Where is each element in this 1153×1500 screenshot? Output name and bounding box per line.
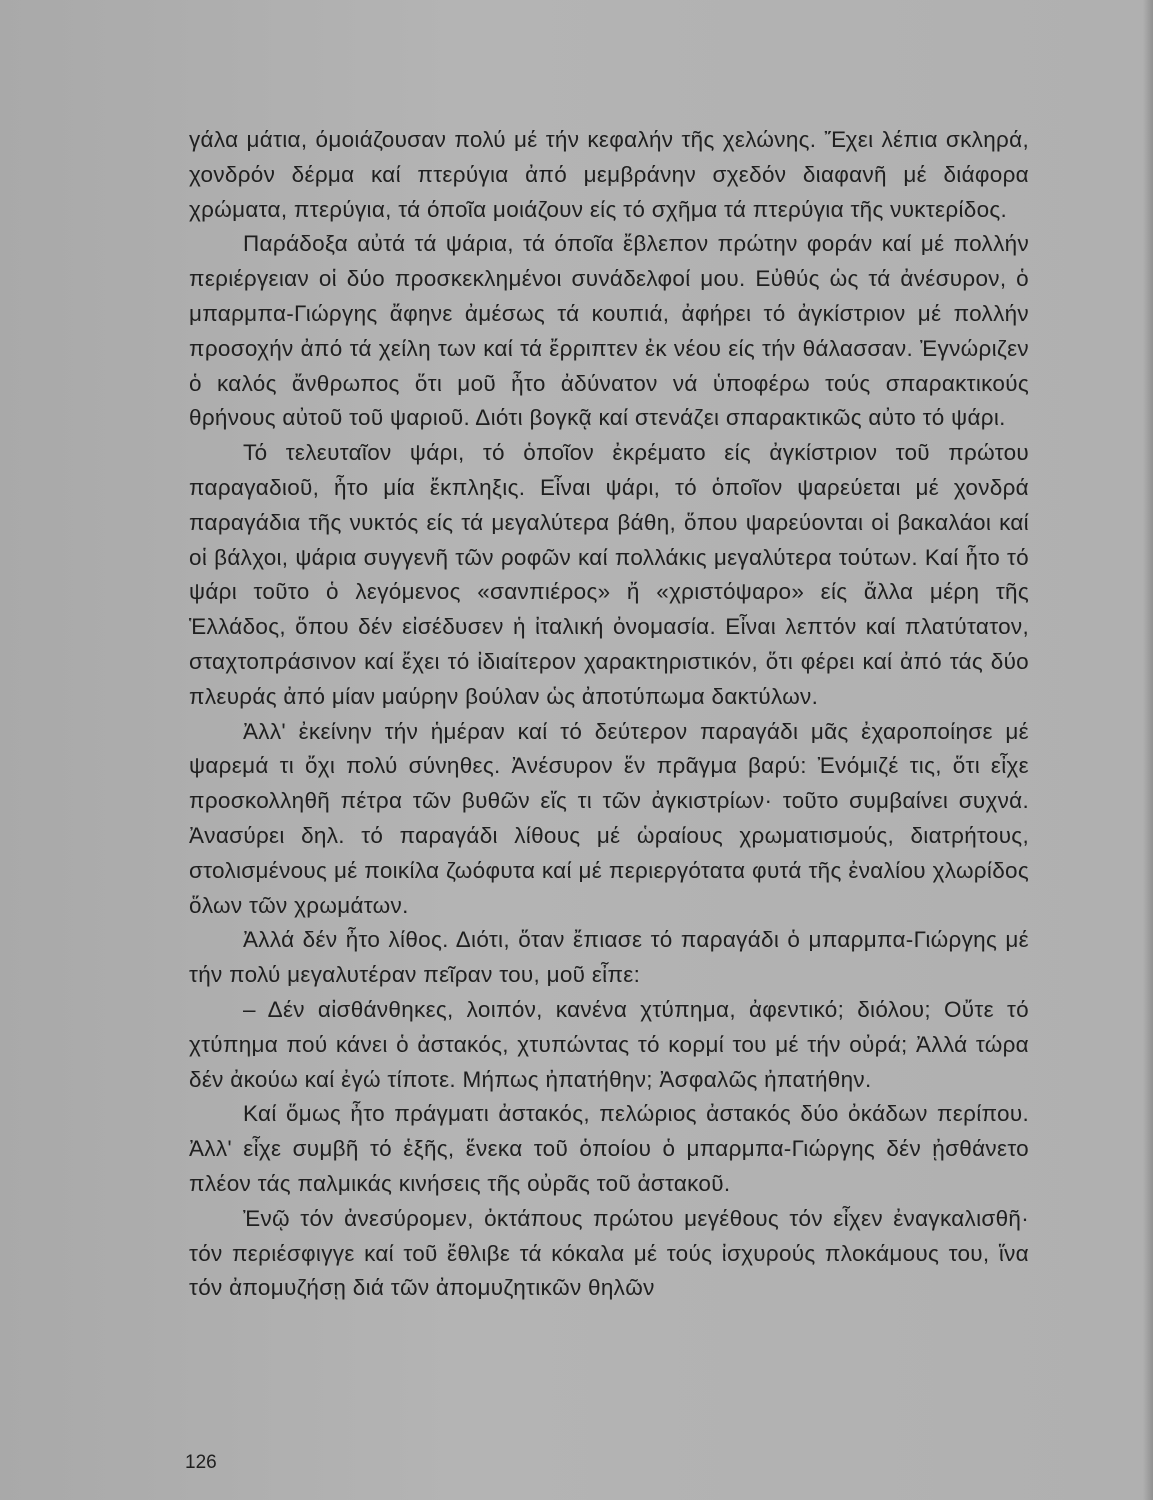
paragraph-3: Τό τελευταῖον ψάρι, τό ὁποῖον ἐκρέματο είς ἀγκίστριον τοῦ πρώτου παραγαδιοῦ, ἦτο μία ἔκπληξις. Εἶναι ψάρι, τό ὁποῖον ψαρεύεται μέ χονδρά παραγάδια τῆς νυκτός είς τά μεγαλύτερα βάθη, ὅπου ψαρεύονται οἱ βακαλάοι καί οἱ βάλχοι, ψάρια συγγενῆ τῶν ροφῶν καί πολλάκις μεγαλύτερα τούτων. Καί ἦτο τό ψάρι τοῦτο ὁ λεγόμενος «σανπιέρος» ἤ «χριστόψαρο» είς ἄλλα μέρη τῆς Ἑλλάδος, ὅπου δέν εἰσέδυσεν ἡ ἰταλική ὀνομασία. Εἶναι λεπτόν καί πλατύτατον, σταχτοπράσινον καί ἔχει τό ἰδιαίτερον χαρακτηριστικόν, ὅτι φέρει καί ἀπό τάς δύο πλευράς ἀπό μίαν μαύρην βούλαν ὡς ἀποτύπωμα δακτύλων. [189, 440, 1029, 709]
paragraph-4: Ἀλλ' ἐκείνην τήν ἡμέραν καί τό δεύτερον παραγάδι μᾶς ἐχαροποίησε μέ ψαρεμά τι ὄχι πολύ σύνηθες. Ἀνέσυρον ἕν πρᾶγμα βαρύ: Ἐνόμιζέ τις, ὅτι εἶχε προσκολληθῆ πέτρα τῶν βυθῶν εἴς τι τῶν ἀγκιστρίων· τοῦτο συμβαίνει συχνά. Ἀνασύρει δηλ. τό παραγάδι λίθους μέ ὡραίους χρωματισμούς, διατρήτους, στολισμένους μέ ποικίλα ζωόφυτα καί μέ περιεργότατα φυτά τῆς ἐναλίου χλωρίδος ὅλων τῶν χρωμάτων. [189, 718, 1029, 918]
page-edge-shadow [1143, 0, 1153, 1500]
page-number: 126 [185, 1452, 217, 1473]
paragraph-5: Ἀλλά δέν ἦτο λίθος. Διότι, ὅταν ἔπιασε τό παραγάδι ὁ μπαρμπα-Γιώργης μέ τήν πολύ μεγαλυτέραν πεῖραν του, μοῦ εἶπε: [189, 927, 1029, 988]
paragraph-1: γάλα μάτια, όμοιάζουσαν πολύ μέ τήν κεφαλήν τῆς χελώνης. Ἔχει λέπια σκληρά, χονδρόν δέρμα καί πτερύγια ἀπό μεμβράνην σχεδόν διαφανῆ μέ διάφορα χρώματα, πτερύγια, τά όποῖα μοιάζουν είς τό σχῆμα τά πτερύγια τῆς νυκτερίδος. [189, 127, 1029, 222]
paragraph-2: Παράδοξα αὐτά τά ψάρια, τά όποῖα ἔβλεπον πρώτην φοράν καί μέ πολλήν περιέργειαν οἱ δύο προσκεκλημένοι συνάδελφοί μου. Εὐθύς ὡς τά ἀνέσυρον, ὁ μπαρμπα-Γιώργης ἄφηνε ἀμέσως τά κουπιά, ἀφήρει τό ἀγκίστριον μέ πολλήν προσοχήν ἀπό τά χείλη των καί τά ἔρριπτεν ἐκ νέου είς τήν θάλασσαν. Ἐγνώριζεν ὁ καλός ἄνθρωπος ὅτι μοῦ ἦτο ἀδύνατον νά ὑποφέρω τούς σπαρακτικούς θρήνους αὐτοῦ τοῦ ψαριοῦ. Διότι βογκᾷ καί στενάζει σπαρακτικῶς αὐτο τό ψάρι. [189, 231, 1029, 431]
paragraph-8: Ἐνῷ τόν ἀνεσύρομεν, ὀκτάπους πρώτου μεγέθους τόν εἶχεν ἐναγκαλισθῆ· τόν περιέσφιγγε καί τοῦ ἔθλιβε τά κόκαλα μέ τούς ἰσχυρούς πλοκάμους του, ἵνα τόν ἀπομυζήσῃ διά τῶν ἀπομυζητικῶν θηλῶν [189, 1205, 1029, 1301]
body-text [189, 123, 1029, 1306]
paragraph-6: – Δέν αἰσθάνθηκες, λοιπόν, κανένα χτύπημα, ἀφεντικό; διόλου; Οὔτε τό χτύπημα πού κάνει ὁ ἀστακός, χτυπώντας τό κορμί του μέ τήν οὐρά; Ἀλλά τώρα δέν ἀκούω καί ἐγώ τίποτε. Μήπως ἠπατήθην; Ἀσφαλῶς ἠπατήθην. [189, 996, 1029, 1092]
paragraph-7: Καί ὅμως ἦτο πράγματι ἀστακός, πελώριος ἀστακός δύο ὀκάδων περίπου. Ἀλλ' εἶχε συμβῆ τό ἑξῆς, ἕνεκα τοῦ ὁποίου ὁ μπαρμπα-Γιώργης δέν ᾐσθάνετο πλέον τάς παλμικάς κινήσεις τῆς οὐρᾶς τοῦ ἀστακοῦ. [189, 1101, 1029, 1196]
